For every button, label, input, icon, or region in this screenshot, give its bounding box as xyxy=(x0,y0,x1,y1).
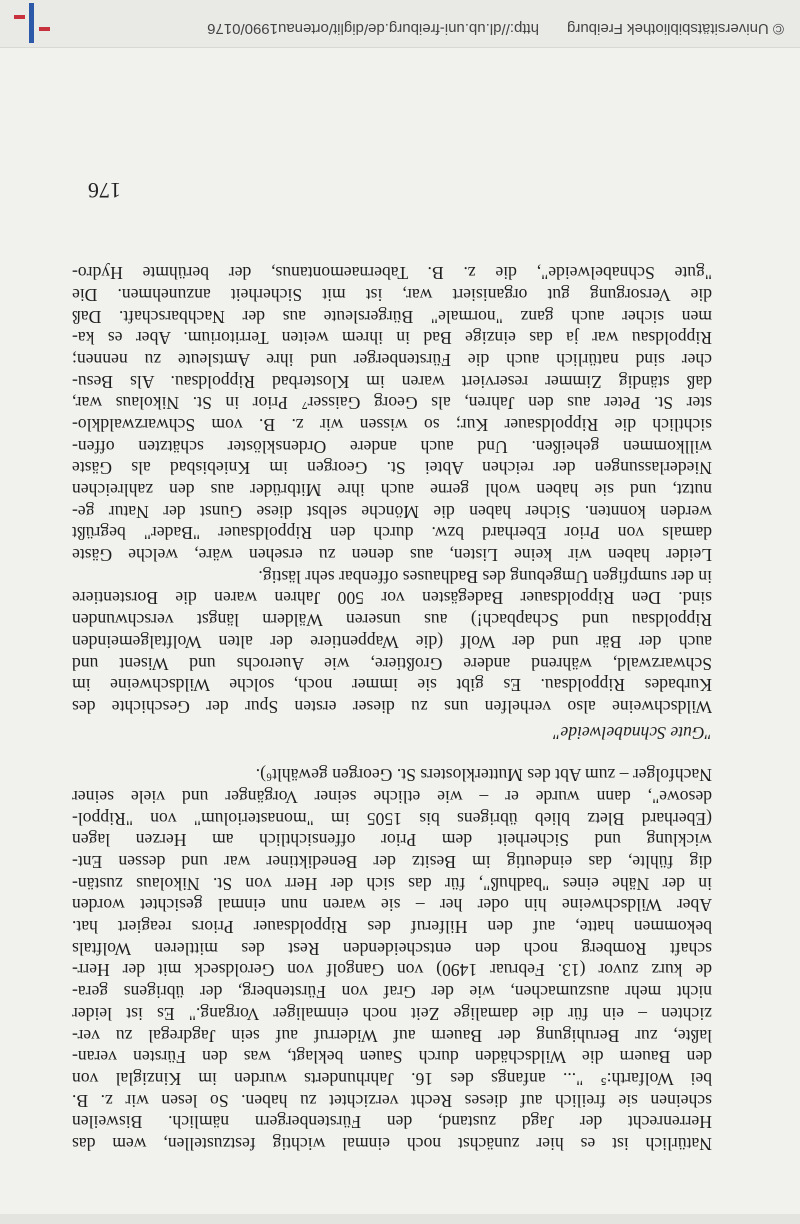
text-line: willkommen geheißen. Und auch andere Ordensklöster schätzten offen- xyxy=(72,436,712,457)
text-line: Wildschweine also verhelfen uns zu dieser ersten Spur der Geschichte des xyxy=(72,696,712,717)
text-line: sichtlich die Rippoldsauer Kur; so wissen wir z. B. vom Schwarzwaldklo- xyxy=(72,415,712,435)
text-line: Aber Wildschweine hin oder her – sie waren nun einmal gesichtet worden xyxy=(72,895,712,916)
text-line: sind. Den Rippoldsauer Badegästen vor 500 Jahren waren die Borstentiere xyxy=(72,588,712,609)
text-line: den Bauern die Wildschäden durch Sauen beklagt, was den Fürsten veran- xyxy=(72,1047,712,1068)
text-line: Rippoldsau und Schapbach!) aus unseren Wäldern längst verschwunden xyxy=(72,610,712,631)
text-line: "gute Schnabelweide", die z. B. Tabernaemontanus, der berühmte Hydro- xyxy=(72,263,712,284)
paragraph-1 xyxy=(72,764,712,1154)
text-line: dig fühlte, das eindeutig im Besitz der Benediktiner war und dessen Ent- xyxy=(72,852,712,873)
copyright-notice: © Universitätsbibliothek Freiburg xyxy=(567,20,784,37)
bottom-edge-strip xyxy=(0,1214,800,1224)
text-line: cher sind natürlich auch die Fürstenberger und ihre Amtsleute zu nennen; xyxy=(72,349,712,370)
text-line: schaft Romberg noch den entscheidenden Rest des mittleren Wolftals xyxy=(72,938,712,959)
text-line: auch der Bär und der Wolf (die Wappentiere der alten Wolftalgemeinden xyxy=(72,631,712,652)
text-line: Rippoldsau war ja das einzige Bad in ihrem weiten Territorium. Aber es ka- xyxy=(72,328,712,349)
source-url-link[interactable]: http://dl.ub.uni-freiburg.de/diglit/ortenau1990/0176 xyxy=(207,20,540,37)
text-line: Kurbades Rippoldsau. Es gibt sie immer noch, solche Wildschweine im xyxy=(72,675,712,696)
text-line: wicklung und Sicherheit dem Prior offensichtlich am Herzen lagen xyxy=(72,830,712,851)
text-line: Nachfolger – zum Abt des Mutterklosters St. Georgen gewählt⁶). xyxy=(255,765,712,786)
text-line: daß ständig Zimmer reserviert waren im Klosterbad Rippoldsau. Als Besu- xyxy=(72,371,712,392)
text-line: nutzt, und sie haben wohl gerne auch ihre Mitbrüder aus den zahlreichen xyxy=(72,480,712,501)
text-line: nicht mehr auszumachen, wie der Graf von Fürstenberg, der übrigens gera- xyxy=(72,982,712,1003)
text-line: men sicher auch ganz "normale" Bürgersleute aus der Nachbarschaft. Daß xyxy=(72,306,712,327)
page-number: 176 xyxy=(88,178,121,203)
text-line: in der Nähe eines "badhuß", für das sich der Herr von St. Nikolaus zustän- xyxy=(72,873,712,894)
university-logo-icon xyxy=(14,3,50,43)
text-line: werden konnten. Sicher haben die Mönche selbst diese Gunst der Natur ge- xyxy=(72,501,712,522)
text-line: Leider haben wir keine Listen, aus denen zu ersehen wäre, welche Gäste xyxy=(72,545,712,566)
text-line: Schwarzwald, während andere Großtiere, wie Auerochs und Wisent und xyxy=(72,653,712,674)
text-line: Niederlassungen der reichen Abtei St. Georgen im Kniebisbad als Gäste xyxy=(72,458,712,479)
section-heading: "Gute Schnabelweide" xyxy=(553,722,712,743)
text-line: Herrenrecht der Jagd zustand, den Fürstenbergern nämlich. Bisweilen xyxy=(72,1112,712,1133)
body-text xyxy=(72,262,712,1155)
text-line: de kurz zuvor (13. Februar 1490) von Gangolf von Geroldseck mit der Herr- xyxy=(72,960,712,981)
text-line: (Eberhard Bletz blieb übrigens bis 1505 im "monasteriolum" von "Rippol- xyxy=(72,808,712,829)
text-line: die Versorgung gut organisiert war, ist mit Sicherheit anzunehmen. Die xyxy=(72,284,712,305)
text-line: bekommen hatte, auf den Hilferuf des Rippoldsauer Priors reagiert hat. xyxy=(72,917,712,938)
paragraph-2 xyxy=(72,565,712,717)
paragraph-3 xyxy=(72,262,712,566)
text-line: damals von Prior Eberhard bzw. durch den Rippoldsauer "Bader" begrüßt xyxy=(72,523,712,544)
text-line: laßte, zur Beruhigung der Bauern auf Widerruf auf sein Jagdregal zu ver- xyxy=(72,1025,712,1046)
text-line: scheinen sie freilich auf dieses Recht verzichtet zu haben. So lesen wir z. B. xyxy=(72,1090,712,1111)
text-line: bei Wolfarth:⁵ "... anfangs des 16. Jahrhunderts wurden im Kinziglal von xyxy=(72,1068,712,1089)
text-line: ster St. Peter aus den Jahren, als Georg Gaisser⁷ Prior in St. Nikolaus war, xyxy=(72,393,712,414)
text-line: in der sumpfigen Umgebung des Badhauses offenbar sehr lästig. xyxy=(258,566,712,587)
text-line: Natürlich ist es hier zunächst noch einmal wichtig festzustellen, wem das xyxy=(72,1134,712,1154)
viewer-footer-bar xyxy=(0,0,800,48)
text-line: zichten – ein für die damalige Zeit noch einmaliger Vorgang." Es ist leider xyxy=(72,1003,712,1024)
footer-text xyxy=(207,20,784,37)
text-line: desowe", dann wurde er – wie etliche seiner Vorgänger und viele seiner xyxy=(72,787,712,807)
